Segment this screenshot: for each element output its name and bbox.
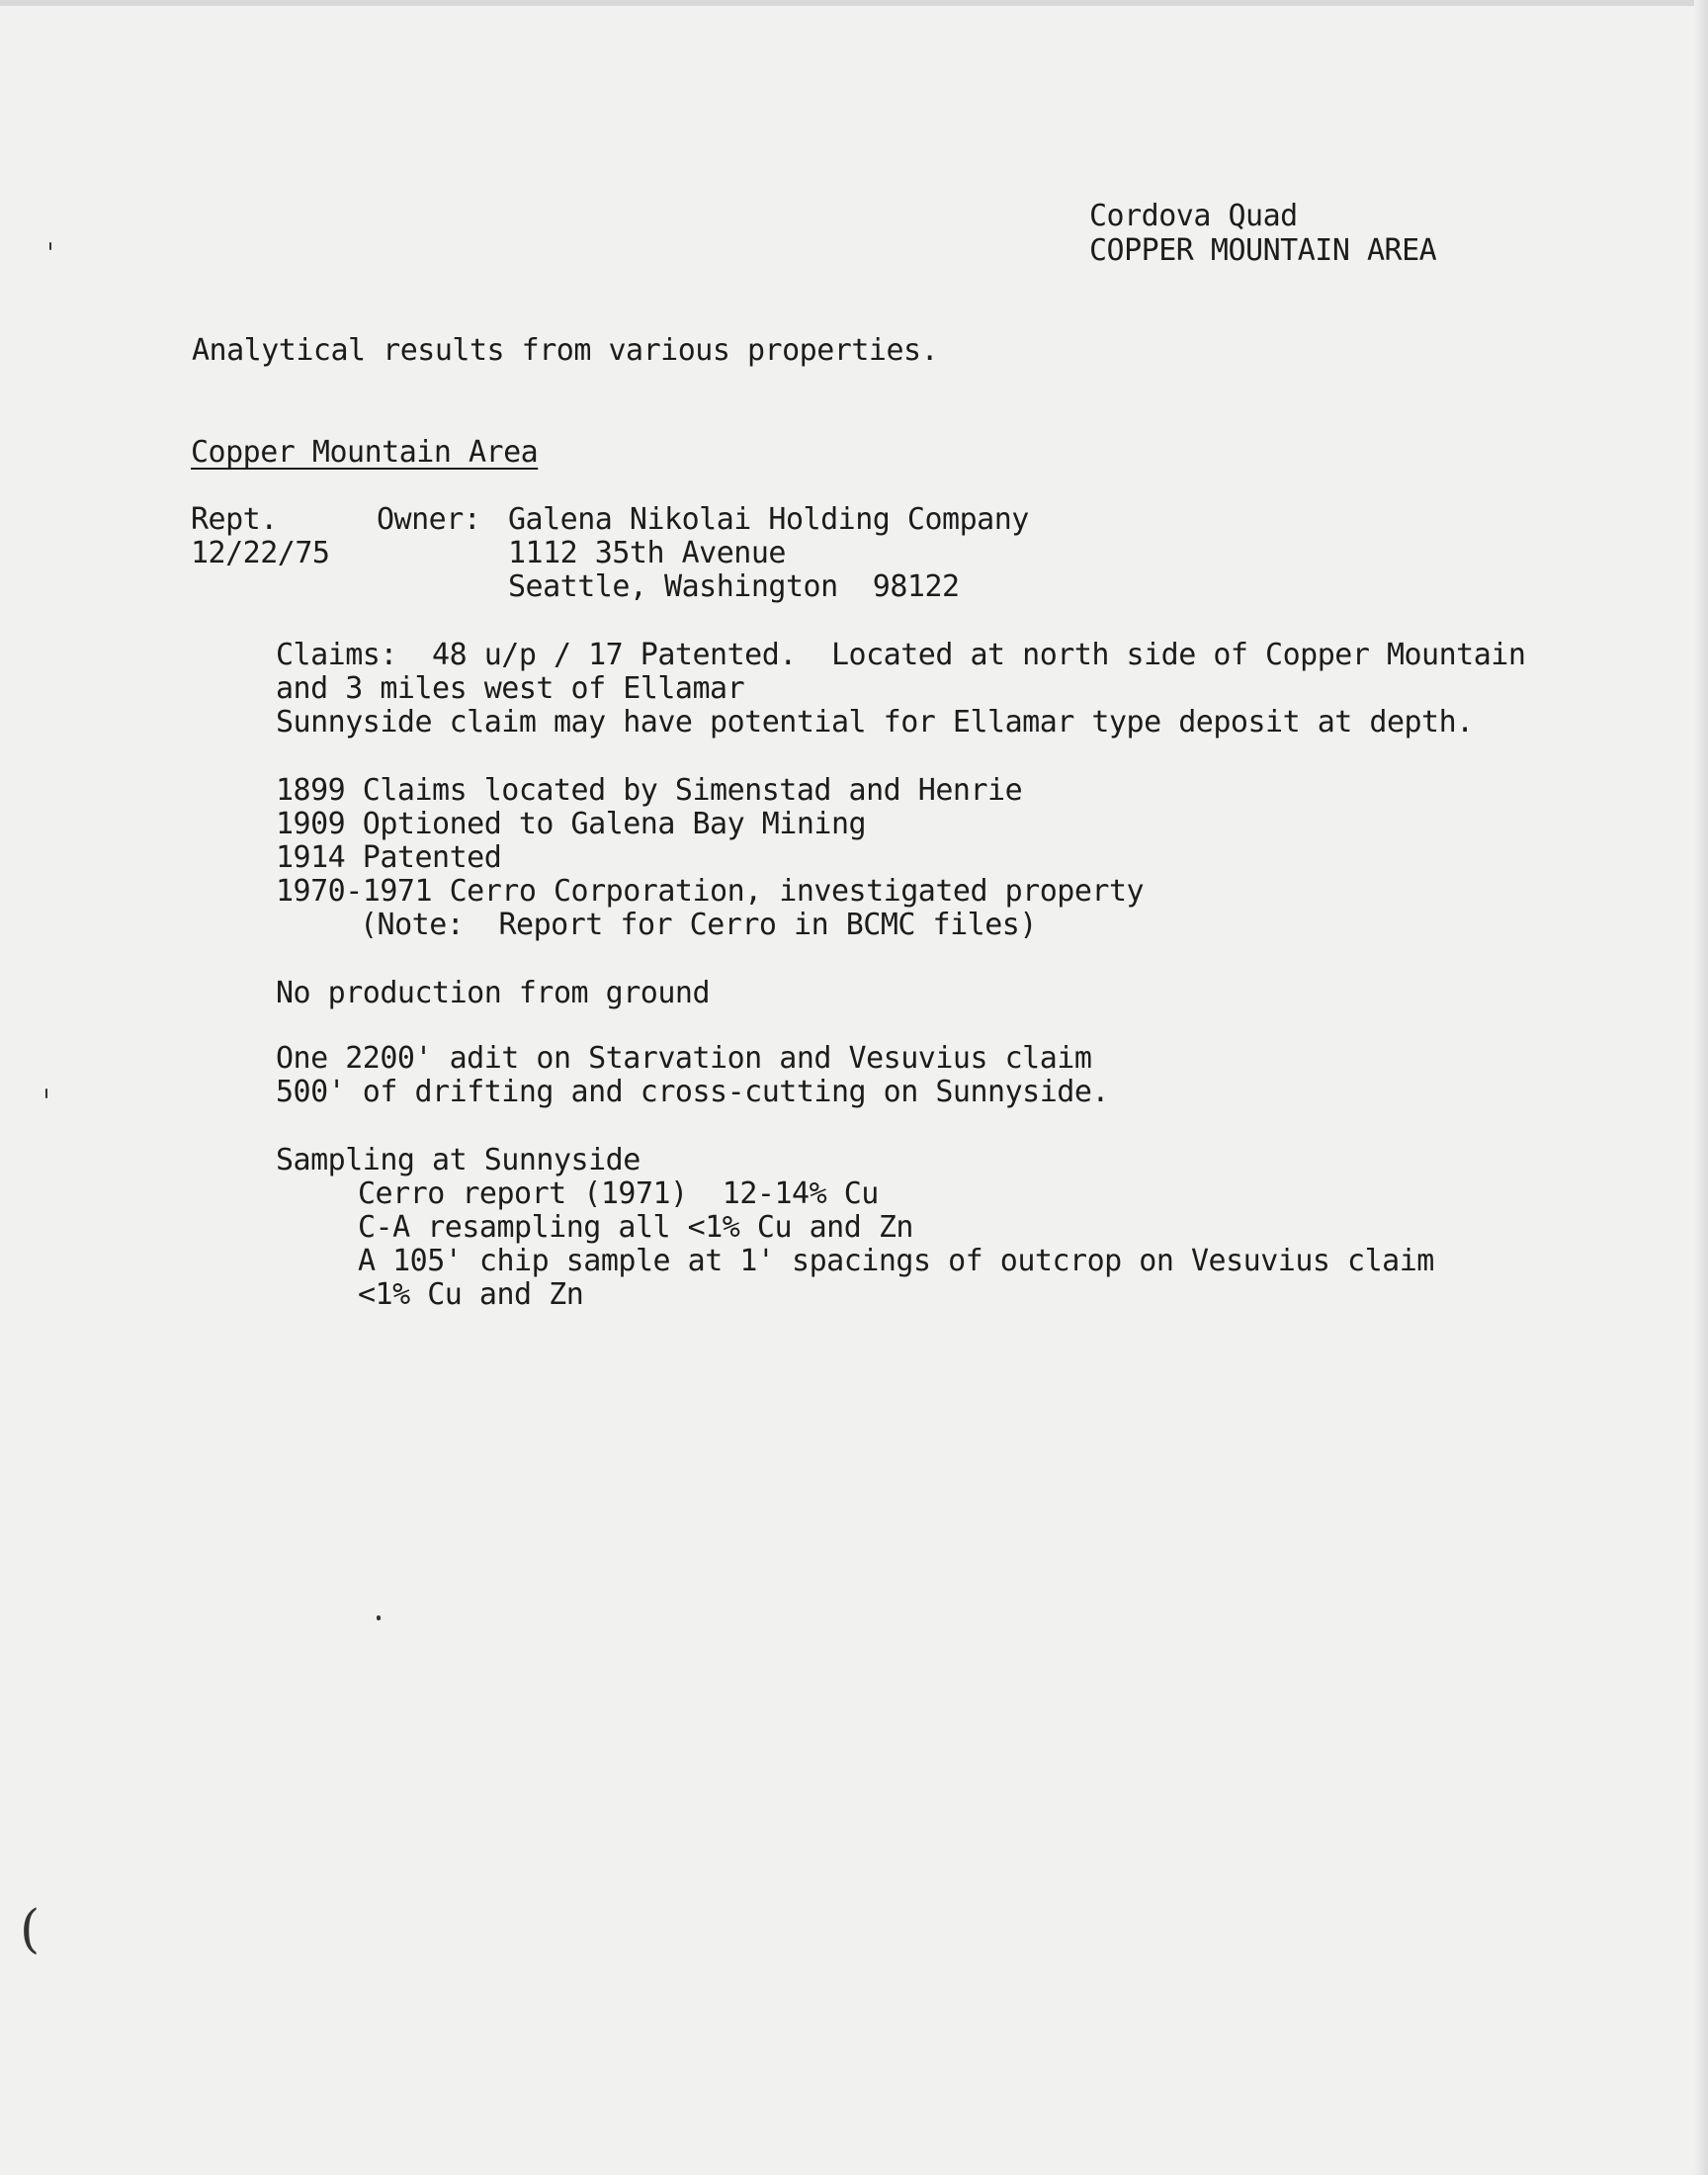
sampling-line-4: <1% Cu and Zn [358, 1277, 584, 1312]
rept-date: 12/22/75 [191, 536, 330, 570]
scan-speck [377, 1615, 381, 1620]
header-quad: Cordova Quad [1089, 199, 1298, 233]
sampling-title: Sampling at Sunnyside [276, 1143, 640, 1177]
history-line-2: 1909 Optioned to Galena Bay Mining [276, 807, 867, 841]
claims-line-1: Claims: 48 u/p / 17 Patented. Located at north side of Copper Mountain [276, 638, 1526, 672]
margin-paren-mark: ( [20, 1900, 40, 1959]
scan-edge-right [1694, 0, 1708, 2175]
owner-name: Galena Nikolai Holding Company [508, 502, 1029, 537]
scan-speck-top-left [49, 242, 51, 250]
owner-city: Seattle, Washington 98122 [508, 569, 960, 604]
section-title: Copper Mountain Area [191, 435, 539, 470]
intro-text: Analytical results from various properties. [192, 333, 939, 368]
workings-line-1: One 2200' adit on Starvation and Vesuvius claim [276, 1041, 1092, 1076]
history-note: (Note: Report for Cerro in BCMC files) [360, 908, 1037, 942]
rept-label: Rept. [191, 502, 278, 537]
scan-edge-top [0, 0, 1708, 6]
workings-line-2: 500' of drifting and cross-cutting on Sunnyside. [276, 1075, 1109, 1109]
owner-label: Owner: [377, 502, 481, 537]
claims-line-2: and 3 miles west of Ellamar [276, 671, 745, 706]
production-text: No production from ground [276, 976, 711, 1010]
header-area: COPPER MOUNTAIN AREA [1089, 233, 1437, 268]
history-line-4: 1970-1971 Cerro Corporation, investigated property [276, 874, 1145, 909]
history-line-1: 1899 Claims located by Simenstad and Henrie [276, 773, 1023, 808]
scan-speck-left [45, 1088, 47, 1098]
claims-line-3: Sunnyside claim may have potential for Ellamar type deposit at depth. [276, 705, 1474, 740]
history-line-3: 1914 Patented [276, 840, 502, 875]
sampling-line-1: Cerro report (1971) 12-14% Cu [358, 1176, 879, 1211]
sampling-line-2: C-A resampling all <1% Cu and Zn [358, 1210, 913, 1245]
owner-street: 1112 35th Avenue [508, 536, 786, 570]
sampling-line-3: A 105' chip sample at 1' spacings of outcrop on Vesuvius claim [358, 1244, 1434, 1278]
